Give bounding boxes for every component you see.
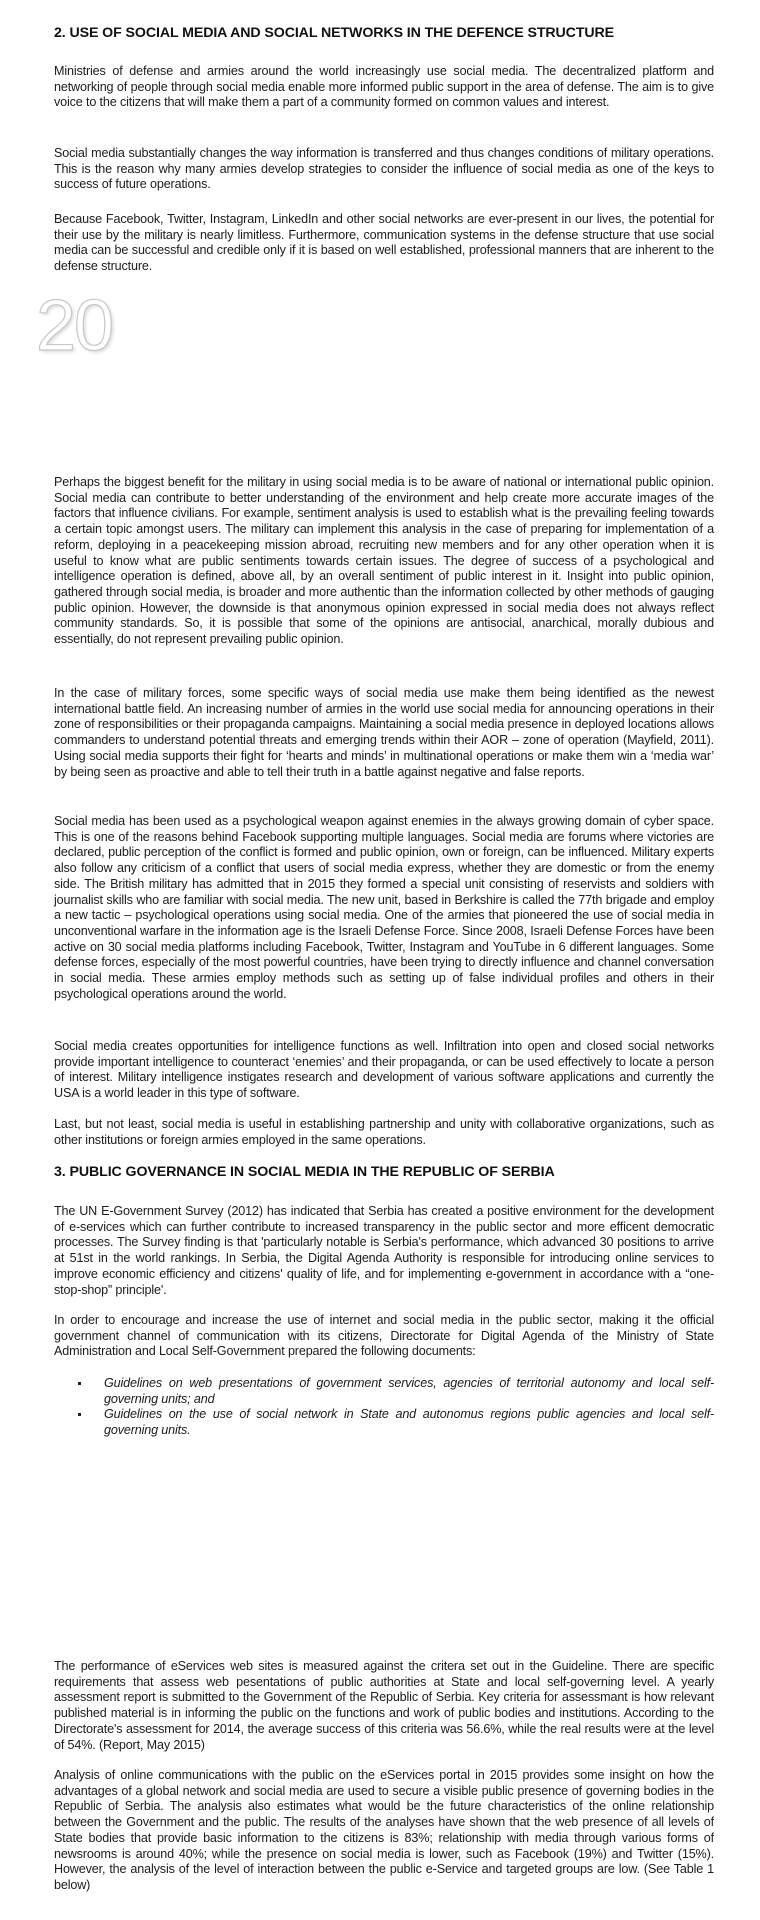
paragraph: The UN E-Government Survey (2012) has indicated that Serbia has created a positive environment for the development of e-services which can further contribute to increased transparency in the public sector and more efficent democratic processes. The Survey finding is that 'particularly notable is Serbia's performance, which advanced 30 positions to arrive at 51st in the world rankings. In Serbia, the Digital Agenda Authority is responsible for introducing online services to improve economic efficiency and citizens' quality of life, and for implementing e-government in accordance with a “one-stop-shop” principle'. <box>54 1204 714 1297</box>
paragraph: Ministries of defense and armies around the world increasingly use social media. The decentralized platform and networking of people through social media enable more informed public support in the area of defense. The aim is to give voice to the citizens that will make them a part of a community formed on common values and interest. <box>54 64 714 110</box>
paragraph: Social media has been used as a psychological weapon against enemies in the always growing domain of cyber space. This is one of the reasons behind Facebook supporting multiple languages. Social media are forums where victories are declared, public perception of the conflict is formed and public opinion, own or foreign, can be influenced. Military experts also follow any criticism of a conflict that users of social media express, whether they are domestic or from the enemy side. The British military has admitted that in 2015 they formed a special unit consisting of reservists and soldiers with journalist skills who are familiar with social media. The new unit, based in Berkshire is called the 77th brigade and employ a new tactic – psychological operations using social media. One of the armies that pioneered the use of social media in unconventional warfare in the information age is the Israeli Defense Force. Since 2008, Israeli Defense Forces have been active on 30 social media platforms including Facebook, Twitter, Instagram and YouTube in 6 different languages. Some defense forces, especially of the most powerful countries, have been trying to directly influence and channel conversation in social media. These armies employ methods such as setting up of false individual profiles and others in their psychological operations around the world. <box>54 814 714 1001</box>
paragraph: Analysis of online communications with the public on the eServices portal in 2015 provides some insight on how the advantages of a global network and social media are used to secure a visible public presence of governing bodies in the Republic of Serbia. The analysis also estimates what would be the future characteristics of the online relationship between the Government and the public. The results of the analyses have shown that the web presence of all levels of State bodies that provide basic information to the citizens is 83%; relationship with media through various forms of newsrooms is around 40%; while the presence on social media is lower, such as Facebook (19%) and Twitter (15%). However, the analysis of the level of interaction between the public e-Service and targeted groups are low. (See Table 1 below) <box>54 1768 714 1892</box>
section-2-heading: 2. USE OF SOCIAL MEDIA AND SOCIAL NETWORKS IN THE DEFENCE STRUCTURE <box>54 25 615 41</box>
list-item: Guidelines on web presentations of government services, agencies of territorial autonomy and local self-governing units; and <box>78 1376 714 1407</box>
section-3-heading: 3. PUBLIC GOVERNANCE IN SOCIAL MEDIA IN THE REPUBLIC OF SERBIA <box>54 1164 555 1180</box>
paragraph: The performance of eServices web sites is measured against the critera set out in the Guideline. There are specific requirements that assess web pesentations of public authorities at State and local self-governing level. A yearly assessment report is submitted to the Government of the Republic of Serbia. Key criteria for assessmant is how relevant published material is in informing the public on the functions and work of public bodies and institutions. According to the Directorate's assessment for 2014, the average success of this criteria was 56.6%, while the real results were at the level of 54%. (Report, May 2015) <box>54 1659 714 1752</box>
paragraph: Last, but not least, social media is useful in establishing partnership and unity with collaborative organizations, such as other institutions or foreign armies employed in the same operations. <box>54 1117 714 1147</box>
paragraph: In order to encourage and increase the use of internet and social media in the public sector, making it the official government channel of communication with its citizens, Directorate for Digital Agenda of the Ministry of State Administration and Local Self-Government prepared the following documents: <box>54 1313 714 1359</box>
page-number: 20 <box>36 286 113 366</box>
paragraph: In the case of military forces, some specific ways of social media use make them being identified as the newest international battle field. An increasing number of armies in the world use social media for announcing operations in their zone of responsibilities or their propaganda campaigns. Maintaining a social media presence in deployed locations allows commanders to understand potential threats and emerging trends within their AOR – zone of operation (Mayfield, 2011). Using social media supports their fight for ‘hearts and minds’ in multinational operations or make them win a ‘media war’ by being seen as proactive and able to tell their truth in a battle against negative and false reports. <box>54 686 714 779</box>
paragraph: Social media creates opportunities for intelligence functions as well. Infiltration into open and closed social networks provide important intelligence to counteract ‘enemies’ and their propaganda, or can be used effectively to locate a person of interest. Military intelligence instigates research and development of various software applications and currently the USA is a world leader in this type of software. <box>54 1039 714 1101</box>
guidelines-list <box>78 1376 714 1439</box>
paragraph: Social media substantially changes the way information is transferred and thus changes conditions of military operations. This is the reason why many armies develop strategies to consider the influence of social media as one of the keys to success of future operations. <box>54 146 714 192</box>
paragraph: Because Facebook, Twitter, Instagram, LinkedIn and other social networks are ever-present in our lives, the potential for their use by the military is nearly limitless. Furthermore, communication systems in the defense structure that use social media can be successful and credible only if it is based on well established, professional manners that are inherent to the defense structure. <box>54 212 714 274</box>
paragraph: Perhaps the biggest benefit for the military in using social media is to be aware of national or international public opinion. Social media can contribute to better understanding of the environment and help create more accurate images of the factors that influence civilians. For example, sentiment analysis is used to establish what is the prevailing feeling towards a certain topic amongst users. The military can implement this analysis in the case of preparing for implementation of a reform, deploying in a peacekeeping mission abroad, recruiting new members and for any other operation when it is useful to know what are public sentiments towards certain issues. The degree of success of a psychological and intelligence operation is defined, above all, by an overall sentiment of public interest in it. Insight into public opinion, gathered through social media, is broader and more authentic than the information collected by other methods of gauging public opinion. However, the downside is that anonymous opinion expressed in social media does not always reflect community standards. So, it is possible that some of the opinions are antisocial, anarchical, morally dubious and essentially, do not represent prevailing public opinion. <box>54 475 714 647</box>
list-item: Guidelines on the use of social network in State and autonomus regions public agencies and local self-governing units. <box>78 1407 714 1438</box>
